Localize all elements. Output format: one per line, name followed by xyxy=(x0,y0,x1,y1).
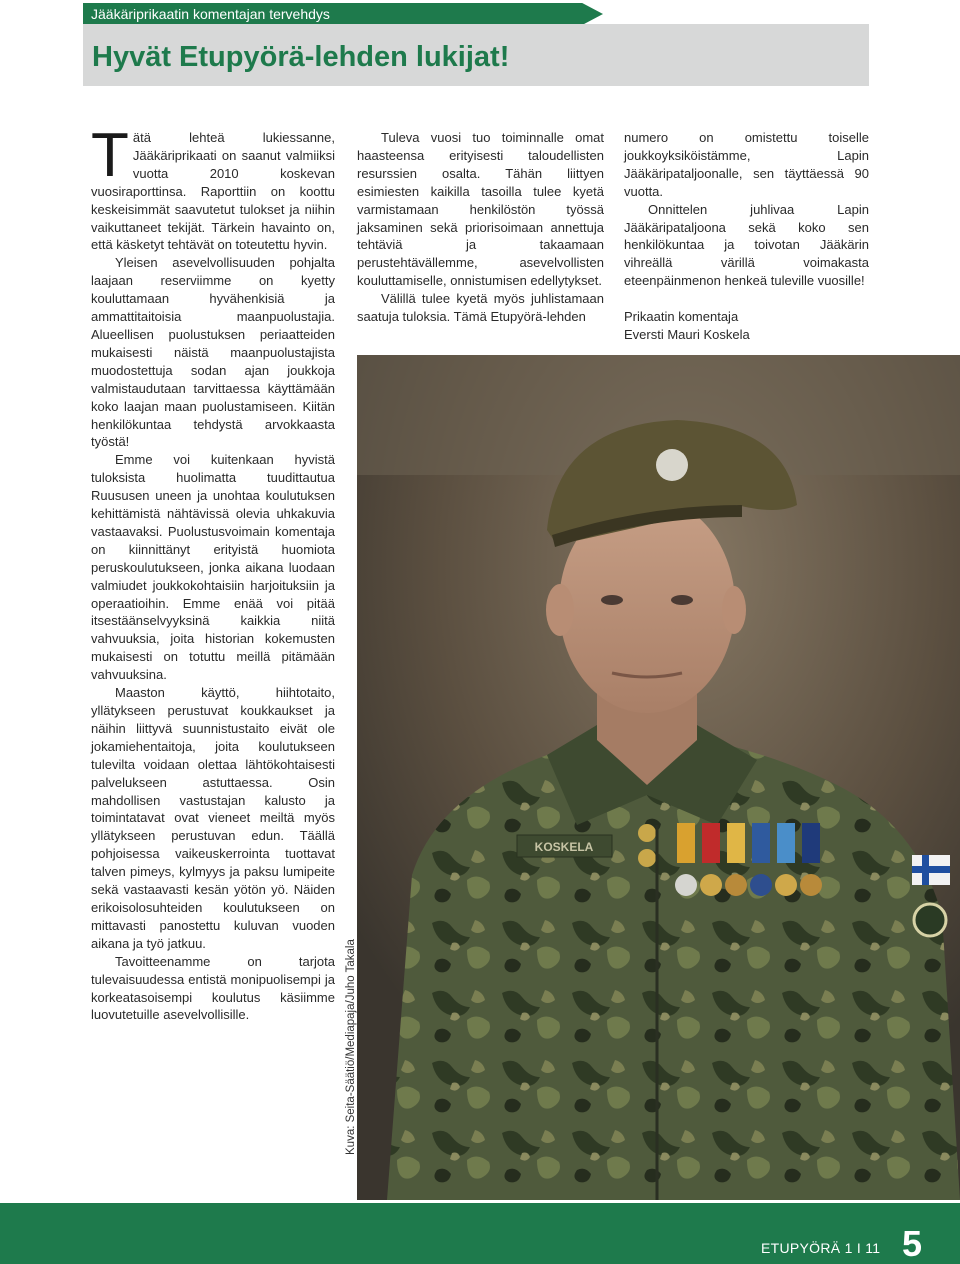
photo-credit: Kuva: Seita-Säätiö/Mediapaja/Juho Takala xyxy=(345,939,357,1155)
footer-magazine-issue: ETUPYÖRÄ 1 I 11 xyxy=(761,1240,881,1256)
page-title: Hyvät Etupyörä-lehden lukijat! xyxy=(92,41,510,73)
section-label: Jääkäriprikaatin komentajan tervehdys xyxy=(91,6,330,22)
page-number: 5 xyxy=(902,1223,923,1264)
paragraph: Tuleva vuosi tuo toiminnalle omat haasteensa erityisesti taloudellisten resurssien osalta. Tähän liittyen esimiesten kaikilla tasoilla tulee kyetä varmistamaan henkilöstön työssä jaksaminen sekä priorisoimaan annettuja tehtäviä ja takaamaan perustehtävällemme, asevelvollisten kouluttamiselle, onnistumisen edellytykset. xyxy=(357,130,604,289)
portrait-illustration xyxy=(357,355,960,1200)
article-column-1 xyxy=(91,121,335,1024)
article-column-2 xyxy=(357,129,604,326)
paragraph: numero on omistettu toiselle joukkoyksiköistämme, Lapin Jääkäripataljoonalle, sen täyttäessä 90 vuotta. xyxy=(624,130,869,199)
paragraph: Onnittelen juhlivaa Lapin Jääkäripataljoona sekä koko sen henkilökuntaa ja toivotan Jääkärin vihreällä värillä voimakasta eteenpäinmenon henkeä tuleville vuosille! xyxy=(624,201,869,289)
paragraph: Välillä tulee kyetä myös juhlistamaan saatuja tuloksia. Tämä Etupyörä-lehden xyxy=(357,291,604,325)
name-tag-text: KOSKELA xyxy=(534,840,594,854)
paragraph: Emme voi kuitenkaan hyvistä tuloksista huolimatta tuudittautua Ruususen uneen ja unohtaa koulutuksen kehittämistä nähtävissä olevia uhkakuvia vastaavaksi. Puolustusvoimain komentaja on kiinnittänyt erityistä huomiota peruskoulutukseen, jonka aikana luodaan valmiudet joukkokohtaisiin harjoituksiin ja operaatioihin. Emme enää voi pitää itsestäänselvyyksinä kaikkia niitä vahvuuksia, joita historian kokemusten mukaisesti on totuttu meillä pitämään vahvuuksina. xyxy=(91,452,335,683)
commander-portrait-photo xyxy=(357,355,960,1200)
paragraph: Yleisen asevelvollisuuden pohjalta laajaan reserviimme on kyetty kouluttamaan hyvähenkisiä ja ammattitaitoisia maanpuolustajia. Alueellisen puolustuksen periaatteiden mukaisesti näistä maanpuolustajista muodostettuja sodan ajan joukkoja valmistaudutaan tarvittaessa käyttämään koko laajan maan puolustamiseen. Kiitän henkilökuntaa tehdystä arvokkaasta työstä! xyxy=(91,255,335,450)
paragraph: Maaston käyttö, hiihtotaito, yllätykseen perustuvat koukkaukset ja näihin liittyvä suunnistustaito eivät ole jokamiehentaitoja, joita koulutukseen tulevilta voidaan olettaa lähtökohtaisesti palvelukseen astuttaessa. Osin mahdollisen vastustajan kalusto ja toimintatavat ovat vieneet meiltä myös yllätykseen perustuvan edun. Täällä pohjoisessa vaikeuskerrointa tuottavat talven pimeys, kylmyys ja paksu lumipeite sekä vastaavasti kesän yötön yö. Näiden erikoisolosuhteiden koulutukseen on mittavasti panostettu kuluvan vuoden aikana ja työ jatkuu. xyxy=(91,685,335,951)
paragraph: Tätä lehteä lukiessanne, Jääkäriprikaati on saanut valmiiksi vuotta 2010 koskevan vuosiraporttinsa. Raporttiin on koottu keskeisimmät saavutetut tulokset ja niihin vaikuttaneet tekijät. Tärkein havainto on, että käsketyt tehtävät on toteutettu hyvin. xyxy=(91,121,335,253)
signature-name: Eversti Mauri Koskela xyxy=(624,326,750,342)
signature-title: Prikaatin komentaja xyxy=(624,309,739,325)
article-column-3 xyxy=(624,129,869,344)
drop-cap: T xyxy=(91,121,129,190)
paragraph: Tavoitteenamme on tarjota tulevaisuudessa entistä monipuolisempi ja korkeatasoisempi koulutus käsiimme luovutetuille asevelvollisille. xyxy=(91,953,335,1023)
